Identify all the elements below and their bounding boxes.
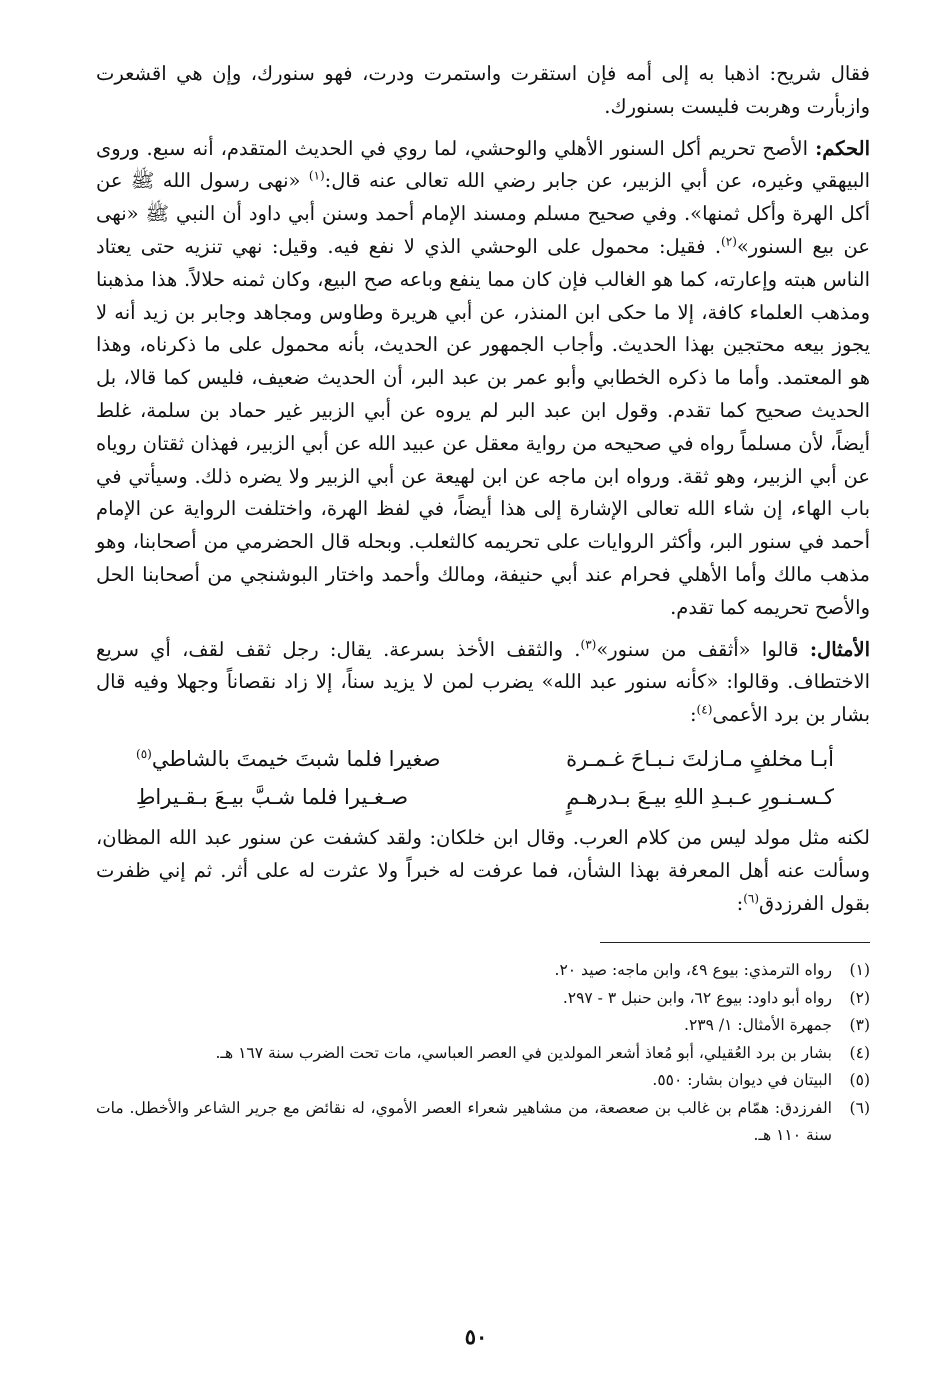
footnote-ref-6[interactable]: (٦) (743, 891, 760, 906)
footnote-item (96, 985, 870, 1013)
paragraph-text: قالوا «أثقف من سنور» (596, 637, 810, 661)
paragraph-text: الأصح تحريم أكل السنور الأهلي والوحشي، لما روي في الحديث المتقدم، أنه سبع. وروى البيهقي وغيره، عن أبي الزبير، عن جابر رضي الله تعالى عنه قال: (96, 136, 870, 193)
footnote-item (96, 1067, 870, 1095)
footnote-number: (٣) (849, 1016, 870, 1035)
footnote-text: بشار بن برد العُقيلي، أبو مُعاذ أشعر المولدين في العصر العباسي، مات تحت الضرب سنة ١٦٧ هـ. (215, 1043, 832, 1062)
paragraph-text: : (689, 703, 697, 727)
footnote-number: (١) (849, 961, 870, 980)
footnote-text: رواه أبو داود: بيوع ٦٢، وابن حنبل ٣ - ٢٩٧. (562, 988, 832, 1007)
verse-line (136, 740, 834, 778)
footnote-ref-4[interactable]: (٤) (696, 702, 713, 717)
verse-first-hemistich: كـسـنـورِ عـبـدِ اللهِ بيـعَ بـدرهـمٍ (566, 784, 834, 809)
verse-first-hemistich: أبـا مخلفٍ مـازلتَ نـبـاحَ غـمـرة (566, 746, 834, 771)
paragraph-text: لكنه مثل مولد ليس من كلام العرب. وقال ابن خلكان: ولقد كشفت عن سنور عبد الله المظان، وسألت عنه أهل المعرفة بهذا الشأن، فما عرفت له خبراً ولا عثرت له على أثر. ثم إني ظفرت بقول الفرزدق (96, 825, 870, 915)
footnote-ref-1[interactable]: (١) (308, 168, 325, 183)
verse-line (136, 778, 834, 816)
footnote-item (96, 957, 870, 985)
footnote-ref-3[interactable]: (٣) (580, 637, 597, 652)
paragraph-text: . والثقف الأخذ بسرعة. يقال: رجل ثقف لقف، أي سريع الاختطاف. وقالوا: «كأنه سنور عبد الله» يضرب لمن لا يزيد سناً، إلا زاد نقصاناً وجهلا وفيه قال بشار بن برد الأعمى (96, 637, 870, 727)
section-heading-amthal: الأمثال: (809, 637, 871, 661)
footnote-ref-2[interactable]: (٢) (721, 234, 737, 249)
paragraph-text: «نهى رسول الله ﷺ عن أكل الهرة وأكل ثمنها». وفي صحيح مسلم ومسند الإمام أحمد وسنن أبي داود أن النبي ﷺ «نهى عن بيع السنور» (96, 169, 870, 258)
paragraph-text: . فقيل: محمول على الوحشي الذي لا نفع فيه. وقيل: نهي تنزيه حتى يعتاد الناس هبته وإعارته، كما هو الغالب فإن كان مما ينفع وباعه صح البيع، وكان ثمنه حلالاً. هذا مذهبنا ومذهب العلماء كافة، إلا ما حكى ابن المنذر، عن أبي هريرة وطاوس ومجاهد وجابر بن زيد أنه لا يجوز بيعه محتجين بهذا الحديث. وأجاب الجمهور عن الحديث، بأنه محمول على ما ذكرناه، وهذا هو المعتمد. وأما ما ذكره الخطابي وأبو عمر بن عبد البر، أن الحديث ضعيف، فليس كما قالا، بل الحديث صحيح كما تقدم. وقول ابن عبد البر لم يروه عن أبي الزبير غير حماد بن سلمة، غلط أيضاً، لأن مسلماً رواه في صحيحه من رواية معقل عن عبيد الله عن أبي الزبير، فهذان ثقتان روياه عن أبي الزبير، وهو ثقة. ورواه ابن ماجه عن ابن لهيعة عن أبي الزبير ولا يضره ذلك. وسيأتي في باب الهاء، إن شاء الله تعالى الإشارة إلى هذا أيضاً، في لفظ الهرة، واختلفت الرواية عن الإمام أحمد في سنور البر، وأكثر الروايات على تحريمه كالثعلب. وبحله قال الحضرمي من أصحابنا، وهو مذهب مالك وأما الأهلي فحرام عند أبي حنيفة، ومالك وأحمد واختار البوشنجي من أصحابنا الحل والأصح تحريمه كما تقدم. (96, 234, 870, 619)
footnote-number: (٥) (849, 1071, 870, 1090)
verse-second-hemistich: صـغـيرا فلما شـبَّ بيـعَ بـقـيراطِ (136, 784, 409, 809)
footnotes-list (96, 957, 870, 1150)
footnote-text: رواه الترمذي: بيوع ٤٩، وابن ماجه: صيد ٢٠. (554, 961, 832, 980)
footnote-text: البيتان في ديوان بشار: ٥٥٠. (652, 1071, 832, 1090)
verse-second-text: صغيرا فلما شبتَ خيمتَ بالشاطي (151, 746, 441, 771)
page-number: ٥٠ (464, 1324, 488, 1349)
paragraph-amthal (96, 634, 870, 732)
paragraph-text: : (736, 891, 744, 915)
paragraph-text: فقال شريح: اذهبا به إلى أمه فإن استقرت واستمرت ودرت، فهو سنورك، وإن هي اقشعرت وازبأرت وهربت فليست بسنورك. (96, 62, 870, 118)
footnote-number: (٤) (849, 1043, 870, 1062)
paragraph-hukm (96, 133, 870, 625)
paragraph-shurayh-ruling (96, 58, 870, 124)
footnote-ref-5[interactable]: (٥) (136, 746, 152, 761)
footnote-item (96, 1095, 870, 1150)
verse-second-hemistich (136, 740, 440, 778)
footnote-divider (600, 942, 870, 943)
footnote-number: (٢) (849, 988, 870, 1007)
footnote-text: جمهرة الأمثال: ١/ ٢٣٩. (684, 1016, 832, 1035)
poem-verses (96, 740, 870, 816)
paragraph-ibn-khallikan (96, 822, 870, 920)
section-heading-hukm: الحكم: (815, 136, 870, 160)
footnote-item (96, 1012, 870, 1040)
footnote-item (96, 1040, 870, 1068)
footnote-text: الفرزدق: همّام بن غالب بن صعصعة، من مشاهير شعراء العصر الأموي، له نقائض مع جرير الشاعر والأخطل. مات سنة ١١٠ هـ. (96, 1098, 832, 1145)
footnote-number: (٦) (849, 1098, 870, 1117)
